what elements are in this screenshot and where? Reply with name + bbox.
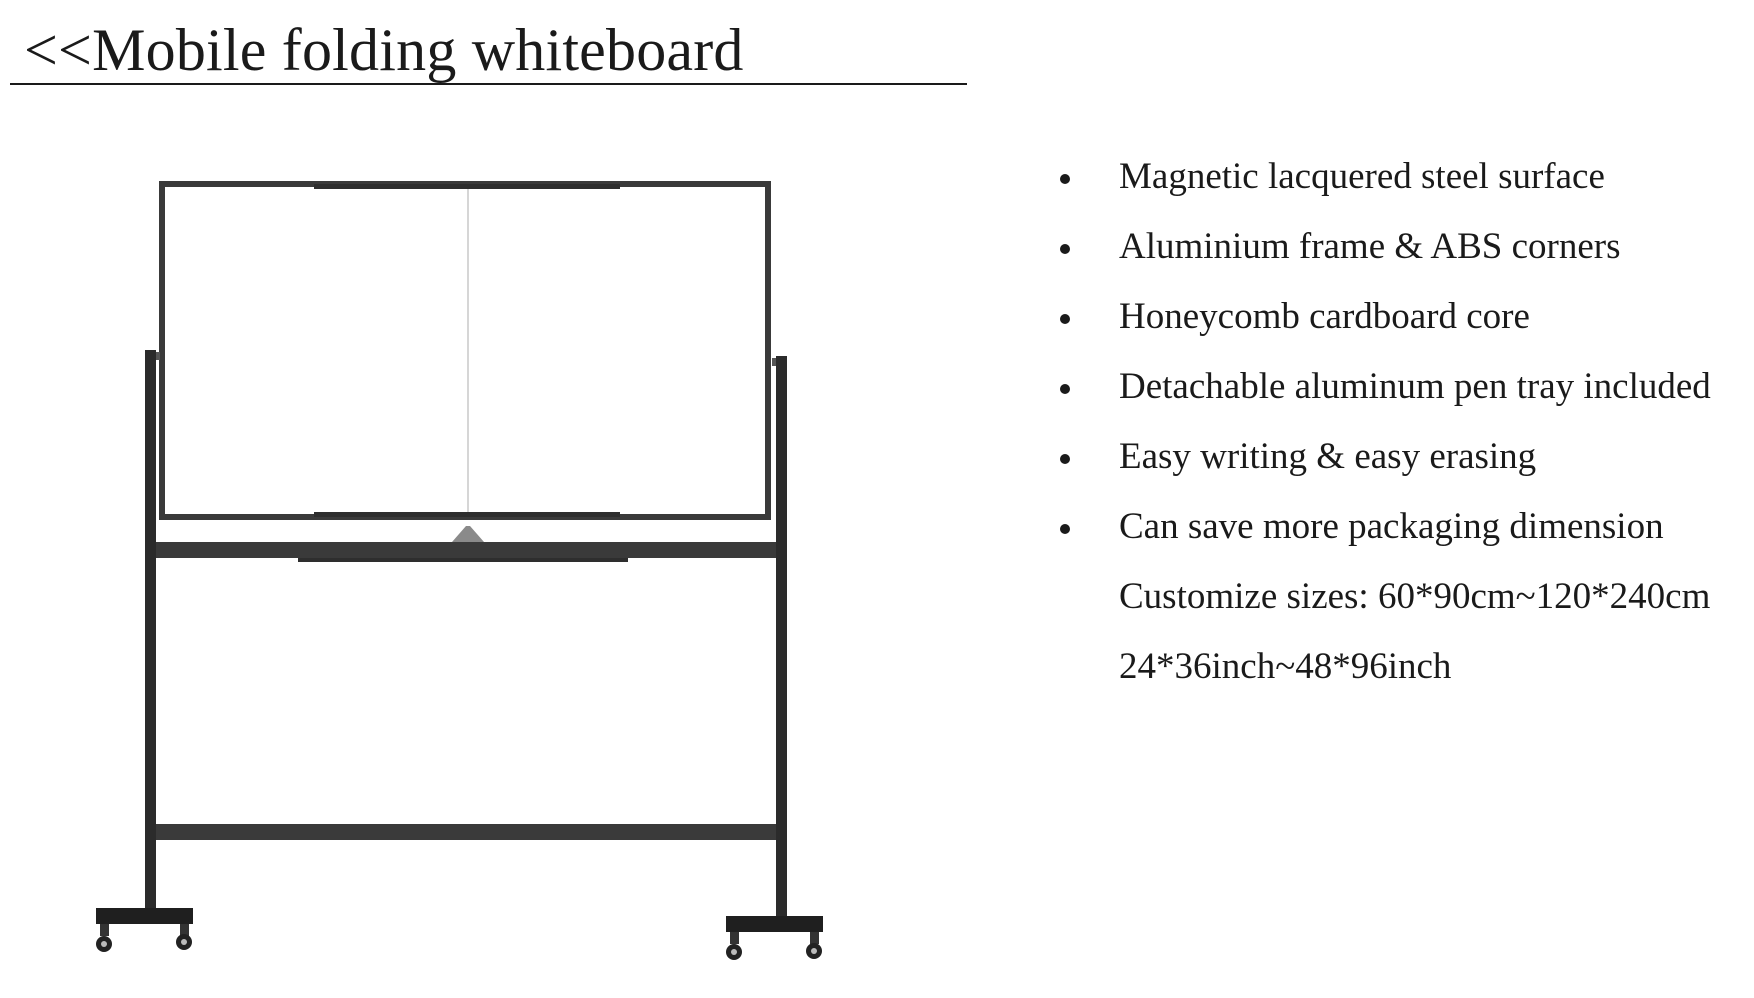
slide-title: <<Mobile folding whiteboard [24,17,744,83]
bullet-icon [1060,244,1070,254]
bullet-icon [1060,174,1070,184]
size-metric-line: Customize sizes: 60*90cm~120*240cm [1119,576,1711,617]
left-upright [145,350,156,910]
bullet-icon [1060,314,1070,324]
feature-text: Honeycomb cardboard core [1119,296,1530,337]
bullet-icon [1060,524,1070,534]
bullet-icon [1060,454,1070,464]
lower-crossbar [156,824,776,840]
left-foot [96,908,193,952]
whiteboard-product-image [90,170,870,970]
feature-text: Magnetic lacquered steel surface [1119,156,1605,197]
feature-text: Detachable aluminum pen tray included [1119,366,1711,407]
feature-item [1060,498,1740,568]
feature-item [1060,218,1740,288]
whiteboard-panel [162,184,768,517]
upper-crossbar [156,542,776,558]
feature-text: Can save more packaging dimension [1119,506,1664,547]
title-underline [10,83,967,85]
feature-text: Easy writing & easy erasing [1119,436,1537,477]
feature-item [1060,148,1740,218]
pivot-bracket [452,526,484,542]
right-foot [726,916,823,960]
feature-list [1060,148,1740,708]
size-imperial-line: 24*36inch~48*96inch [1119,646,1452,687]
feature-item [1060,428,1740,498]
feature-text: Aluminium frame & ABS corners [1119,226,1621,267]
feature-item [1060,288,1740,358]
right-upright [776,356,787,918]
bullet-icon [1060,384,1070,394]
feature-item [1060,358,1740,428]
